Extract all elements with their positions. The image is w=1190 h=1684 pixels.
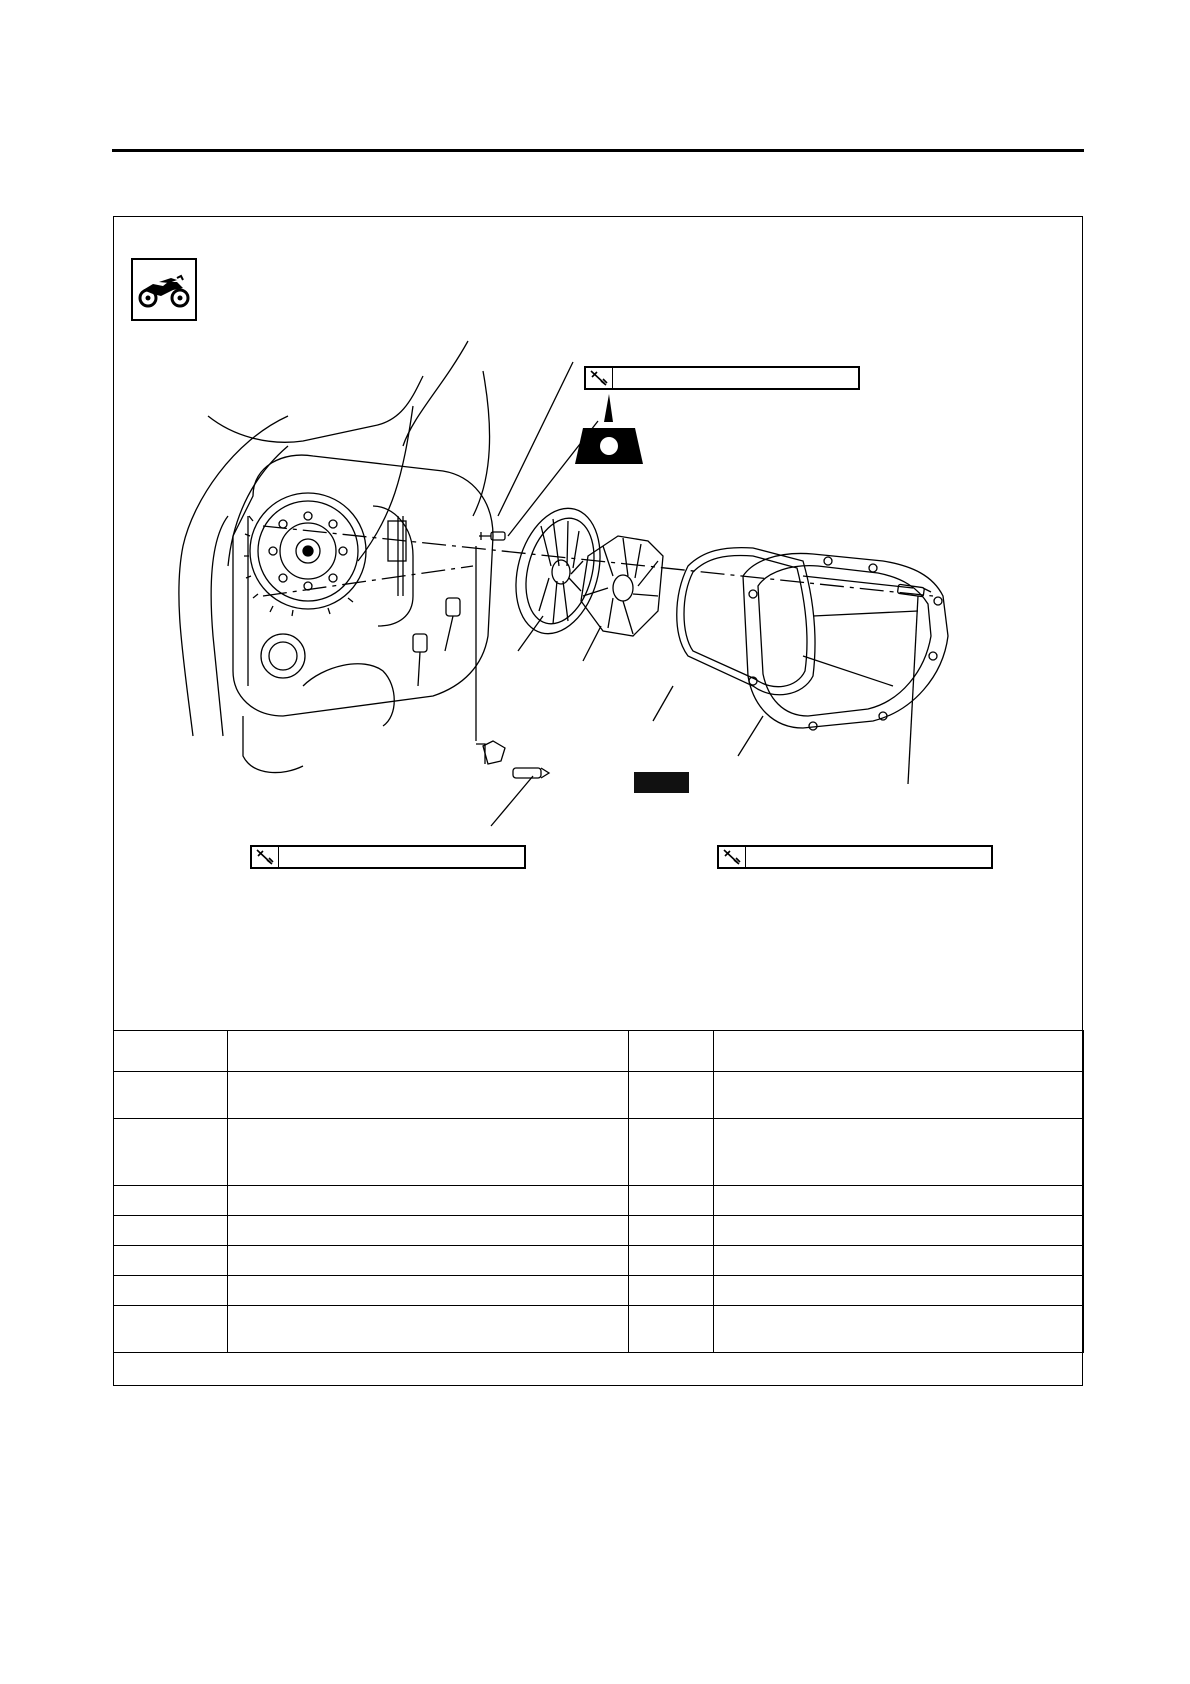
table-row — [114, 1306, 1084, 1353]
oil-can-icon — [575, 394, 643, 464]
table-cell — [629, 1031, 714, 1072]
table-cell — [228, 1119, 629, 1186]
table-cell — [714, 1276, 1084, 1306]
torque-wrench-icon — [719, 847, 746, 867]
table-cell — [714, 1246, 1084, 1276]
table-cell — [714, 1072, 1084, 1119]
table-cell — [228, 1031, 629, 1072]
clutch-cover-exploded-view — [113, 216, 1083, 1036]
torque-spec-right — [717, 845, 993, 869]
table-row — [114, 1216, 1084, 1246]
new-part-tag — [634, 772, 689, 793]
table-row — [114, 1276, 1084, 1306]
table-cell — [114, 1119, 228, 1186]
table-row — [114, 1246, 1084, 1276]
table-cell — [228, 1276, 629, 1306]
table-row — [114, 1072, 1084, 1119]
table-cell — [228, 1072, 629, 1119]
table-cell — [228, 1246, 629, 1276]
table-cell — [714, 1186, 1084, 1216]
table-cell — [629, 1072, 714, 1119]
table-cell — [114, 1246, 228, 1276]
table-cell — [629, 1276, 714, 1306]
header-rule — [112, 149, 1084, 152]
table-cell — [114, 1306, 228, 1353]
table-cell — [114, 1186, 228, 1216]
table-cell — [228, 1216, 629, 1246]
table-cell — [228, 1186, 629, 1216]
table-cell — [629, 1186, 714, 1216]
table-cell — [629, 1216, 714, 1246]
torque-wrench-icon — [586, 368, 613, 388]
table-cell — [114, 1216, 228, 1246]
table-cell — [714, 1216, 1084, 1246]
table-cell — [629, 1306, 714, 1353]
torque-wrench-icon — [252, 847, 279, 867]
table-cell — [629, 1246, 714, 1276]
table-row — [114, 1031, 1084, 1072]
table-cell — [114, 1031, 228, 1072]
table-cell — [114, 1072, 228, 1119]
table-row — [114, 1119, 1084, 1186]
parts-table — [113, 1030, 1084, 1353]
table-row — [114, 1186, 1084, 1216]
table-cell — [714, 1031, 1084, 1072]
torque-spec-top — [584, 366, 860, 390]
table-cell — [714, 1119, 1084, 1186]
table-cell — [114, 1276, 228, 1306]
table-cell — [714, 1306, 1084, 1353]
table-cell — [228, 1306, 629, 1353]
torque-spec-left — [250, 845, 526, 869]
table-cell — [629, 1119, 714, 1186]
